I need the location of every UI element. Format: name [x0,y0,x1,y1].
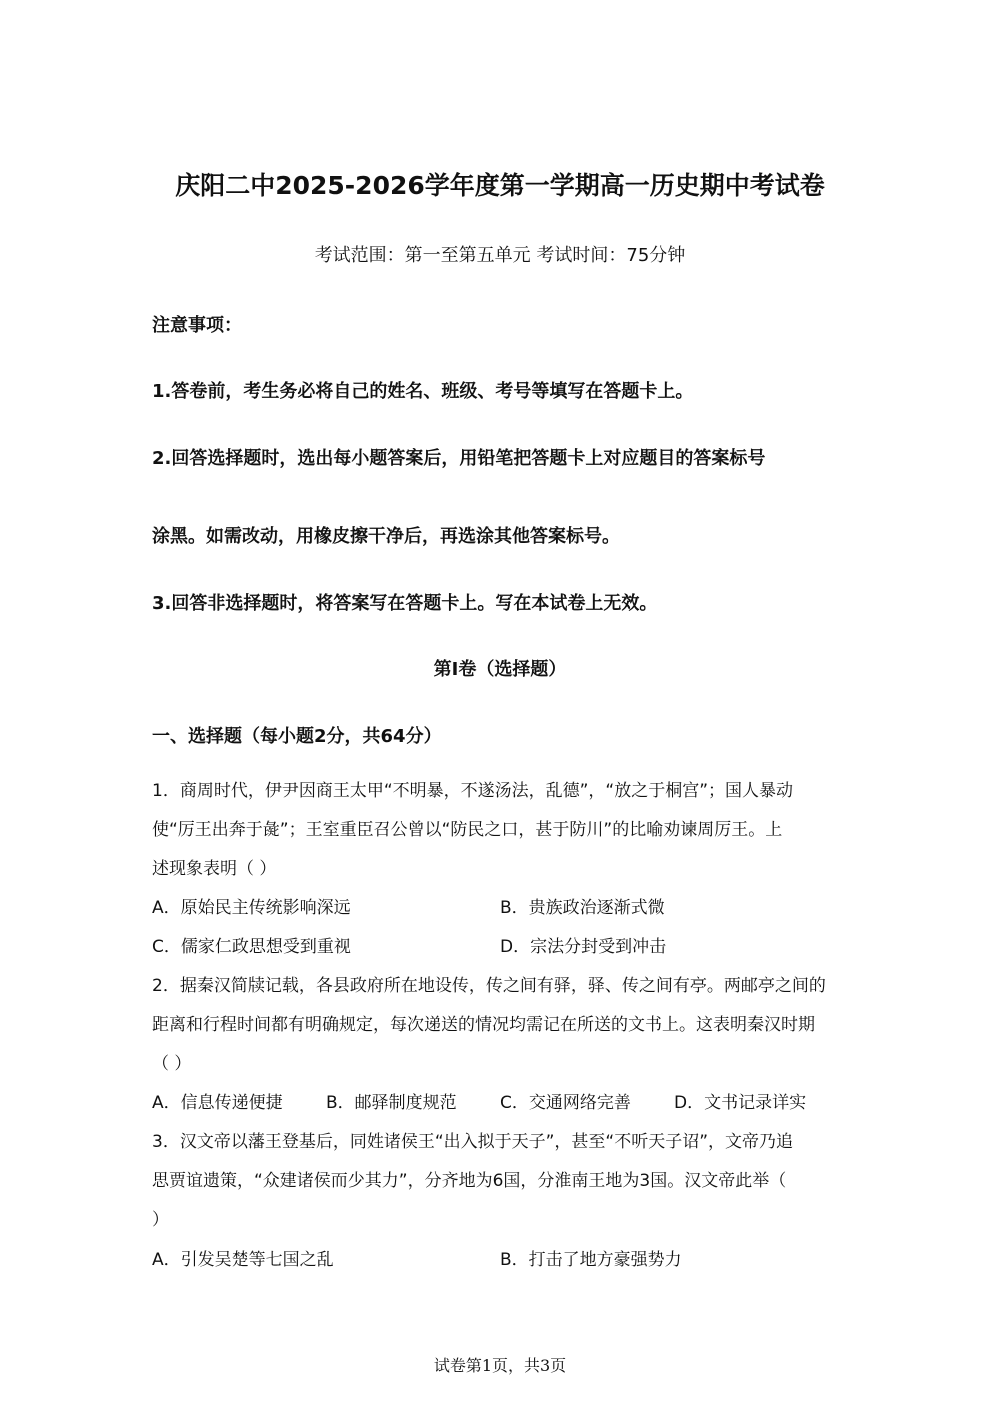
exam-subtitle: 考试范围：第一至第五单元 考试时间：75分钟 [314,245,686,266]
question-3-line-3: ） [152,1210,169,1230]
question-3-option-b: B．打击了地方豪强势力 [500,1250,682,1270]
question-3-option-a: A．引发吴楚等七国之乱 [152,1250,334,1270]
question-1-line-1: 1．商周时代，伊尹因商王太甲“不明暴，不遂汤法，乱德”，“放之于桐宫”；国人暴动 [152,781,794,801]
question-3-line-2: 思贾谊遗策，“众建诸侯而少其力”，分齐地为6国，分淮南王地为3国。汉文帝此举（ [152,1171,787,1191]
notice-heading: 注意事项： [152,315,242,336]
notice-item-2-line-1: 2.回答选择题时，选出每小题答案后，用铅笔把答题卡上对应题目的答案标号 [152,448,766,469]
page-footer: 试卷第1页，共3页 [433,1356,567,1375]
volume-title: 第Ⅰ卷（选择题） [433,659,567,680]
part-title: 一、选择题（每小题2分，共64分） [152,726,442,747]
question-2-option-a: A．信息传递便捷 [152,1093,283,1113]
question-1-option-b: B．贵族政治逐渐式微 [500,898,665,918]
question-2-option-b: B．邮驿制度规范 [326,1093,457,1113]
question-1-line-3: 述现象表明（ ） [152,859,277,879]
question-2-line-2: 距离和行程时间都有明确规定，每次递送的情况均需记在所送的文书上。这表明秦汉时期 [152,1015,815,1035]
notice-item-2-line-2: 涂黑。如需改动，用橡皮擦干净后，再选涂其他答案标号。 [152,526,620,547]
question-2-option-c: C．交通网络完善 [500,1093,631,1113]
question-2-line-3: （ ） [152,1054,192,1074]
question-1-option-a: A．原始民主传统影响深远 [152,898,351,918]
question-2-option-d: D．文书记录详实 [674,1093,807,1113]
question-1-option-c: C．儒家仁政思想受到重视 [152,937,351,957]
question-3-line-1: 3．汉文帝以藩王登基后，同姓诸侯王“出入拟于天子”，甚至“不听天子诏”，文帝乃追 [152,1132,794,1152]
exam-title: 庆阳二中2025-2026学年度第一学期高一历史期中考试卷 [175,171,825,200]
question-2-line-1: 2．据秦汉简牍记载，各县政府所在地设传，传之间有驿，驿、传之间有亭。两邮亭之间的 [152,976,826,996]
notice-item-3: 3.回答非选择题时，将答案写在答题卡上。写在本试卷上无效。 [152,593,658,614]
question-1-line-2: 使“厉王出奔于彘”；王室重臣召公曾以“防民之口，甚于防川”的比喻劝谏周厉王。上 [152,820,783,840]
notice-item-1: 1.答卷前，考生务必将自己的姓名、班级、考号等填写在答题卡上。 [152,381,694,402]
question-1-option-d: D．宗法分封受到冲击 [500,937,667,957]
